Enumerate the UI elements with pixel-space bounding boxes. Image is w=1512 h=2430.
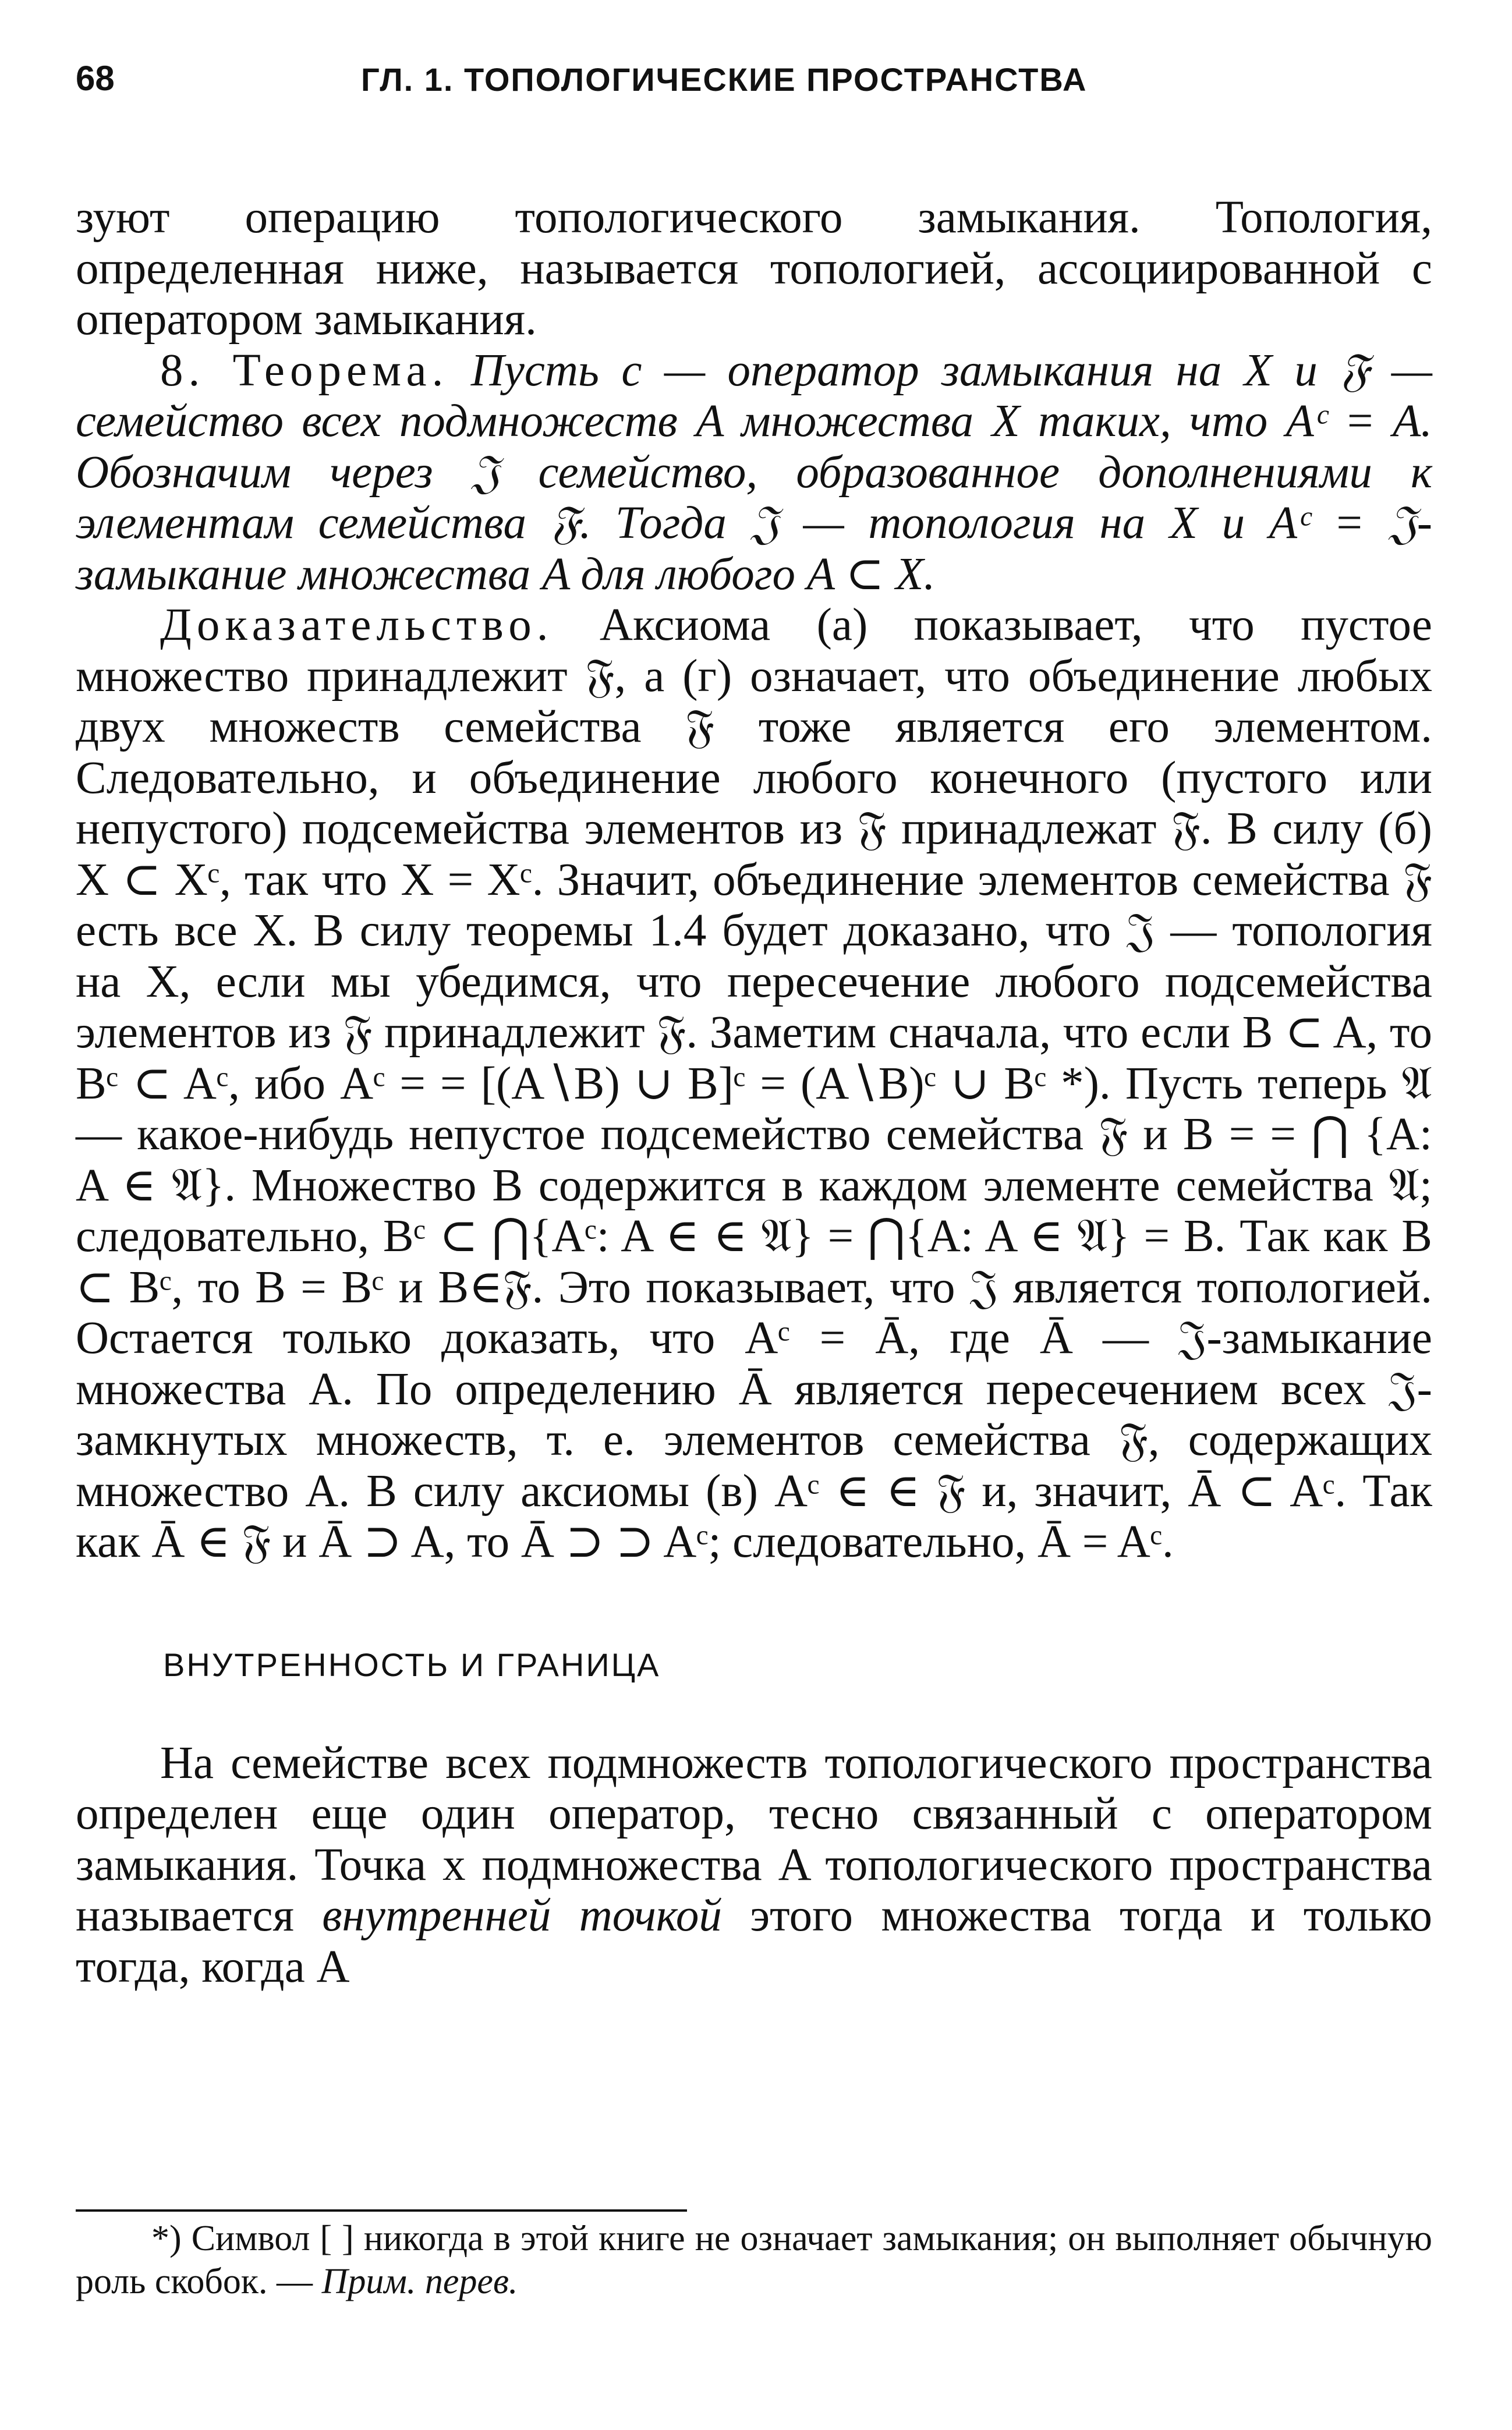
page-number: 68 — [76, 59, 115, 98]
section-heading: ВНУТРЕННОСТЬ И ГРАНИЦА — [163, 1646, 661, 1683]
proof — [76, 600, 1432, 1568]
theorem-statement: Пусть c — оператор замыкания на X и 𝔉 — семейство всех подмножеств A множества X таких, что Aᶜ = A. Обозначим через 𝔍 семейство, образованное дополнениями к элементам семейства 𝔉. Тогда 𝔍 — топология на X и Aᶜ = 𝔍-замыкание множества A для любого A ⊂ X. — [76, 345, 1432, 600]
chapter-title: ГЛ. 1. ТОПОЛОГИЧЕСКИЕ ПРОСТРАНСТВА — [361, 61, 1088, 98]
paragraph-interior — [76, 1738, 1432, 1993]
interior-text-a: На семействе всех подмножеств топологического пространства определен еще один оператор, тесно связанный с оператором замыкания. Точка x подмножества A топологического пространства называется — [76, 1737, 1432, 1941]
footnote-text: *) Символ [ ] никогда в этой книге не означает замыкания; он выполняет обычную роль скобок. — — [76, 2219, 1432, 2301]
theorem-label: 8. Теорема. — [160, 345, 449, 396]
book-page — [76, 0, 1432, 2430]
proof-label: Доказательство. — [160, 600, 554, 650]
translator-note: Прим. перев. — [321, 2262, 518, 2301]
interior-point-term: внутренней точкой — [322, 1890, 722, 1941]
footnote-rule — [76, 2209, 687, 2212]
footnote — [76, 2217, 1432, 2303]
body-text — [76, 192, 1432, 1992]
running-head — [76, 58, 1432, 111]
interior-text-b: этого множества тогда и только тогда, когда A — [76, 1890, 1433, 1992]
proof-text: Аксиома (а) показывает, что пустое множество принадлежит 𝔉, а (г) означает, что объединение любых двух множеств семейства 𝔉 тоже является его элементом. Следовательно, и объединение любого конечного (пустого или непустого) подсемейства элементов из 𝔉 принадлежат 𝔉. В силу (б) X ⊂ Xᶜ, так что X = Xᶜ. Значит, объединение элементов семейства 𝔉 есть все X. В силу теоремы 1.4 будет доказано, что 𝔍 — топология на X, если мы убедимся, что пересечение любого подсемейства элементов из 𝔉 принадлежит 𝔉. Заметим сначала, что если B ⊂ A, то Bᶜ ⊂ Aᶜ, ибо Aᶜ = = [(A∖B) ∪ B]ᶜ = (A∖B)ᶜ ∪ Bᶜ *). Пусть теперь 𝔄 — какое-нибудь непустое подсемейство семейства 𝔉 и B = = ⋂ {A: A ∈ 𝔄}. Множество B содержится в каждом элементе семейства 𝔄; следовательно, Bᶜ ⊂ ⋂{Aᶜ: A ∈ ∈ 𝔄} = ⋂{A: A ∈ 𝔄} = B. Так как B ⊂ Bᶜ, то B = Bᶜ и B∈𝔉. Это показывает, что 𝔍 является топологией. Остается только доказать, что Aᶜ = Ā, где Ā — 𝔍-замыкание множества A. По определению Ā является пересечением всех 𝔍-замкнутых множеств, т. е. элементов семейства 𝔉, содержащих множество A. В силу аксиомы (в) Aᶜ ∈ ∈ 𝔉 и, значит, Ā ⊂ Aᶜ. Так как Ā ∈ 𝔉 и Ā ⊃ A, то Ā ⊃ ⊃ Aᶜ; следовательно, Ā = Aᶜ. — [76, 600, 1432, 1567]
theorem-8 — [76, 345, 1432, 600]
paragraph-continuation: зуют операцию топологического замыкания. Топология, определенная ниже, называется топологией, ассоциированной с оператором замыкания. — [76, 192, 1432, 345]
